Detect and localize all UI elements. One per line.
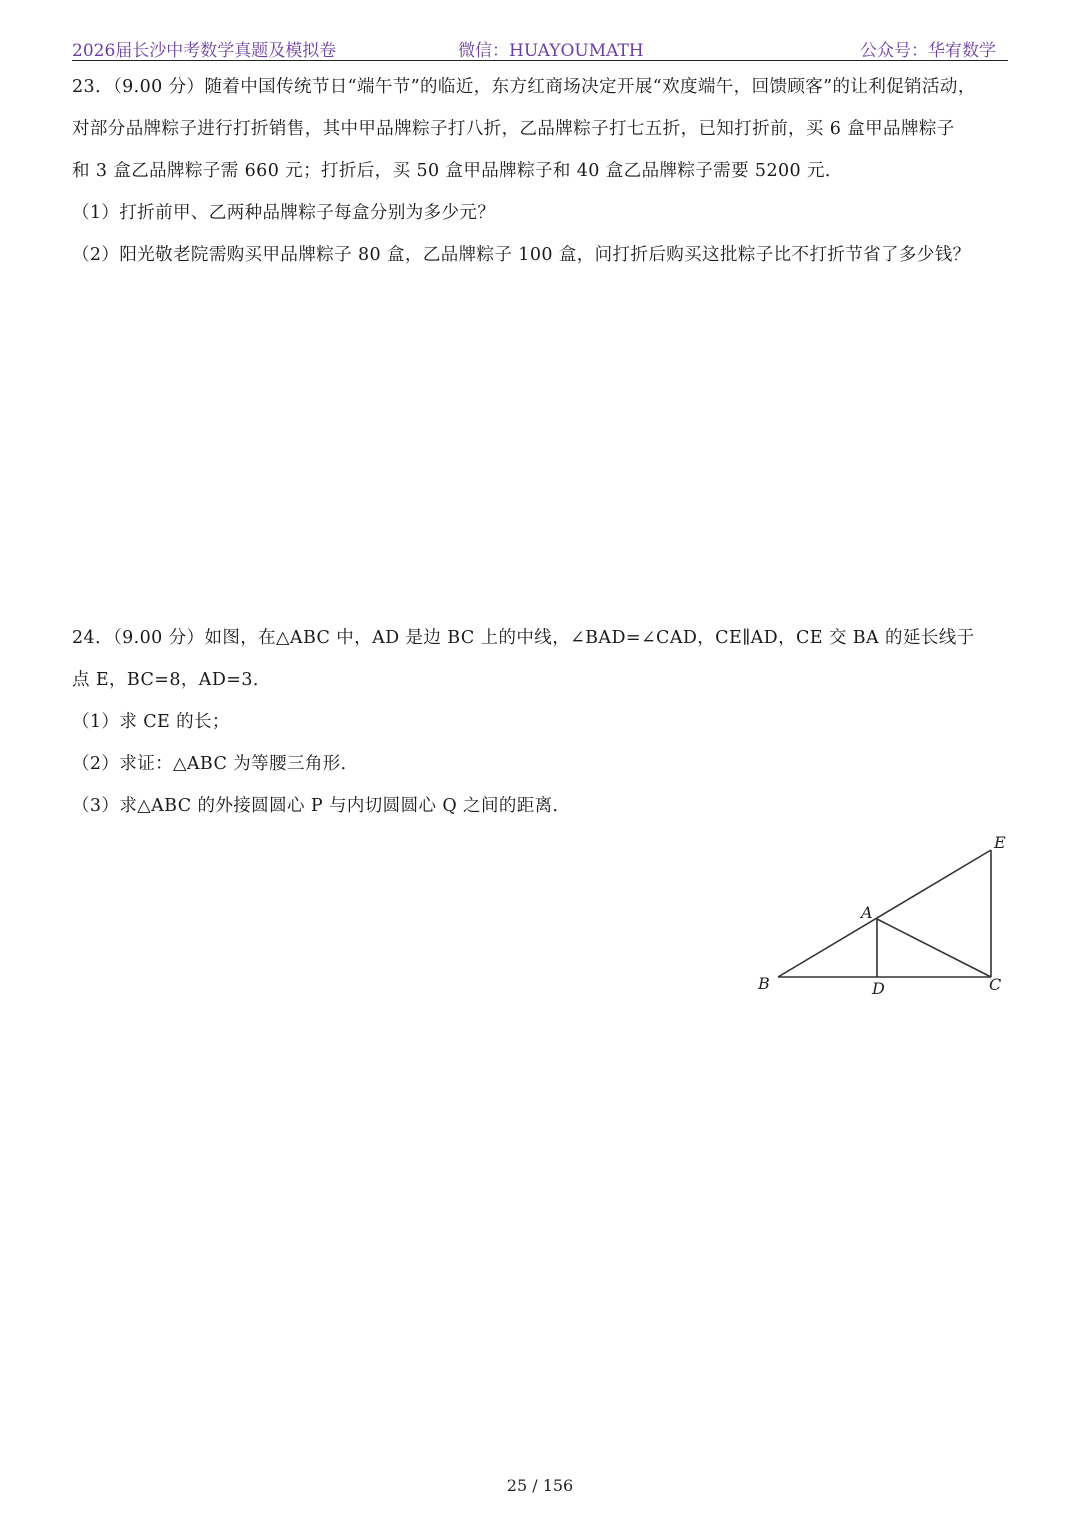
q23-line-3: 和 3 盒乙品牌粽子需 660 元；打折后，买 50 盒甲品牌粽子和 40 盒乙品牌粽子需要 5200 元．	[72, 161, 843, 181]
q23-part-2: （2）阳光敬老院需购买甲品牌粽子 80 盒，乙品牌粽子 100 盒，问打折后购买这批粽子比不打折节省了多少钱？	[72, 245, 971, 265]
header-title: 2026届长沙中考数学真题及模拟卷	[72, 41, 337, 61]
label-a: A	[861, 903, 873, 922]
page-header	[72, 32, 1008, 61]
label-c: C	[989, 975, 1002, 994]
q24-part-1: （1）求 CE 的长；	[72, 712, 230, 732]
question-24	[72, 617, 1008, 827]
header-wechat: 微信：HUAYOUMATH	[458, 41, 644, 61]
header-public-account: 公众号：华宥数学	[860, 41, 996, 61]
q24-part-3: （3）求△ABC 的外接圆圆心 P 与内切圆圆心 Q 之间的距离．	[72, 796, 571, 816]
label-e: E	[994, 833, 1006, 852]
triangle-diagram	[750, 830, 1016, 1002]
triangle-figure	[750, 830, 1016, 1002]
segment-ac	[877, 919, 991, 977]
page-number: 25 / 156	[506, 1476, 574, 1495]
q23-line-1: 23．（9.00 分）随着中国传统节日“端午节”的临近，东方红商场决定开展“欢度端午，回馈顾客”的让利促销活动，	[72, 77, 976, 97]
label-d: D	[872, 979, 885, 998]
q24-line-1: 24．（9.00 分）如图，在△ABC 中，AD 是边 BC 上的中线，∠BAD=∠CAD，CE∥AD，CE 交 BA 的延长线于	[72, 628, 975, 648]
q23-part-1: （1）打折前甲、乙两种品牌粽子每盒分别为多少元？	[72, 203, 496, 223]
q23-line-2: 对部分品牌粽子进行打折销售，其中甲品牌粽子打八折，乙品牌粽子打七五折，已知打折前，买 6 盒甲品牌粽子	[72, 119, 955, 139]
q24-line-2: 点 E，BC=8，AD=3．	[72, 670, 271, 690]
q24-part-2: （2）求证：△ABC 为等腰三角形．	[72, 754, 359, 774]
question-23	[72, 66, 1008, 276]
label-b: B	[758, 974, 770, 993]
segment-be	[778, 850, 991, 977]
